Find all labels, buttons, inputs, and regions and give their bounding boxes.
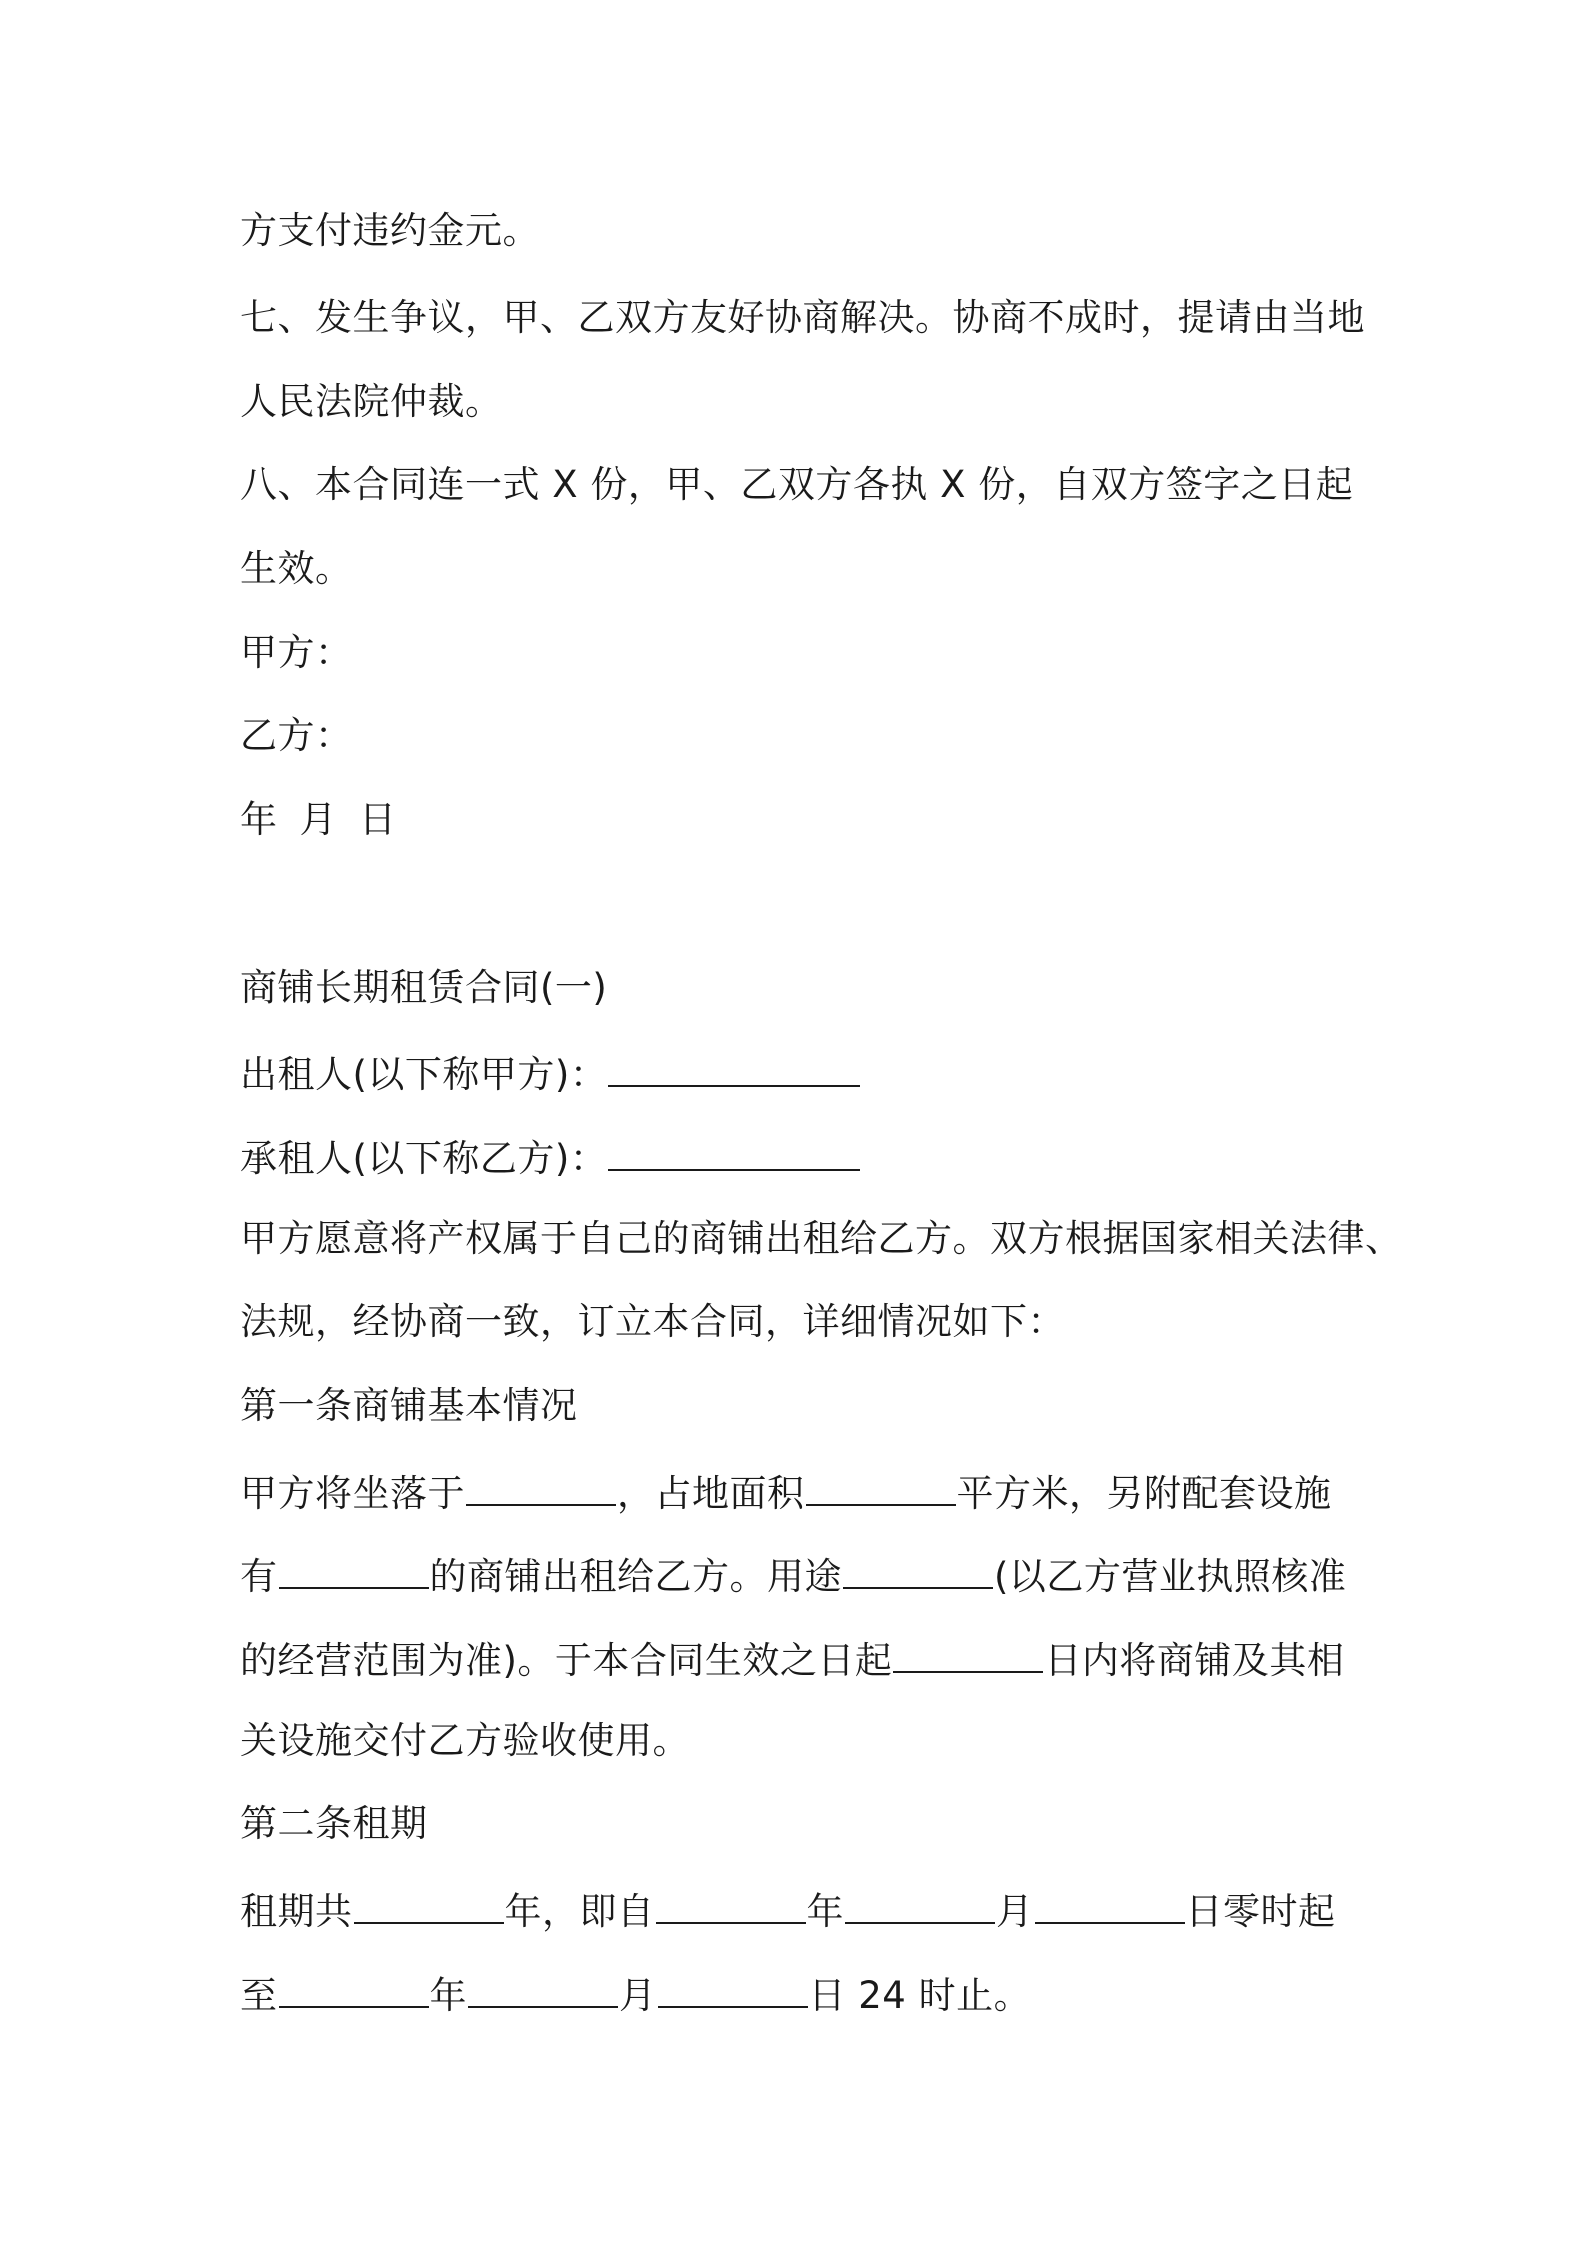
end-month-blank xyxy=(468,1966,618,2008)
intro-line2: 法规，经协商一致，订立本合同，详细情况如下： xyxy=(240,1300,1065,1343)
text-segment: 租期共 xyxy=(240,1890,353,1933)
text-segment: 日零时起 xyxy=(1185,1890,1336,1933)
party-a-signature-label: 甲方： xyxy=(240,631,353,674)
lease-years-blank xyxy=(354,1882,504,1924)
text-segment: 月 xyxy=(996,1890,1034,1933)
start-year-blank xyxy=(656,1882,806,1924)
text-segment: 日内将商铺及其相 xyxy=(1044,1639,1345,1682)
text-segment: 日 24 时止。 xyxy=(808,1974,1032,2017)
paragraph-article7-line1: 七、发生争议，甲、乙双方友好协商解决。协商不成时，提请由当地 xyxy=(240,296,1365,339)
paragraph-article8-line2: 生效。 xyxy=(240,547,353,590)
lessee-line xyxy=(240,1129,1400,1181)
article1-line4: 关设施交付乙方验收使用。 xyxy=(240,1719,690,1762)
lessee-blank xyxy=(608,1129,860,1171)
article1-line2 xyxy=(240,1547,1400,1599)
facilities-blank xyxy=(279,1547,429,1589)
area-blank xyxy=(806,1464,956,1506)
lessee-label: 承租人(以下称乙方)： xyxy=(240,1137,608,1180)
text-segment: ，占地面积 xyxy=(617,1472,805,1515)
lessor-line xyxy=(240,1045,1400,1097)
article2-heading: 第二条租期 xyxy=(240,1802,428,1845)
usage-blank xyxy=(843,1547,993,1589)
article2-line2 xyxy=(240,1966,1400,2018)
month-label: 月 xyxy=(299,798,337,841)
article1-line1 xyxy=(240,1464,1400,1516)
lessor-blank xyxy=(608,1045,860,1087)
year-label: 年 xyxy=(240,798,278,841)
location-blank xyxy=(466,1464,616,1506)
paragraph-article7-line2: 人民法院仲裁。 xyxy=(240,380,503,423)
text-segment: 甲方将坐落于 xyxy=(240,1472,465,1515)
text-segment: (以乙方营业执照核准 xyxy=(994,1555,1347,1598)
start-month-blank xyxy=(845,1882,995,1924)
paragraph-article8-line1: 八、本合同连一式 X 份，甲、乙双方各执 X 份，自双方签字之日起 xyxy=(240,463,1354,506)
date-line xyxy=(240,794,1400,846)
article1-heading: 第一条商铺基本情况 xyxy=(240,1384,578,1427)
end-year-blank xyxy=(279,1966,429,2008)
text-segment: 平方米，另附配套设施 xyxy=(956,1472,1332,1515)
text-segment: 有 xyxy=(240,1555,278,1598)
text-segment: 年 xyxy=(429,1974,467,2017)
article2-line1 xyxy=(240,1882,1400,1934)
lessor-label: 出租人(以下称甲方)： xyxy=(240,1053,608,1096)
text-segment: 的经营范围为准)。于本合同生效之日起 xyxy=(240,1639,893,1682)
text-segment: 的商铺出租给乙方。用途 xyxy=(429,1555,842,1598)
end-day-blank xyxy=(658,1966,808,2008)
text-segment: 年，即自 xyxy=(504,1890,655,1933)
handover-days-blank xyxy=(893,1631,1043,1673)
intro-line1: 甲方愿意将产权属于自己的商铺出租给乙方。双方根据国家相关法律、 xyxy=(240,1217,1403,1260)
text-segment: 年 xyxy=(806,1890,844,1933)
party-b-signature-label: 乙方： xyxy=(240,714,353,757)
article1-line3 xyxy=(240,1631,1400,1683)
contract-title: 商铺长期租赁合同(一) xyxy=(240,966,608,1009)
start-day-blank xyxy=(1035,1882,1185,1924)
day-label: 日 xyxy=(359,798,397,841)
text-segment: 至 xyxy=(240,1974,278,2017)
paragraph-penalty: 方支付违约金元。 xyxy=(240,209,540,252)
text-segment: 月 xyxy=(619,1974,657,2017)
